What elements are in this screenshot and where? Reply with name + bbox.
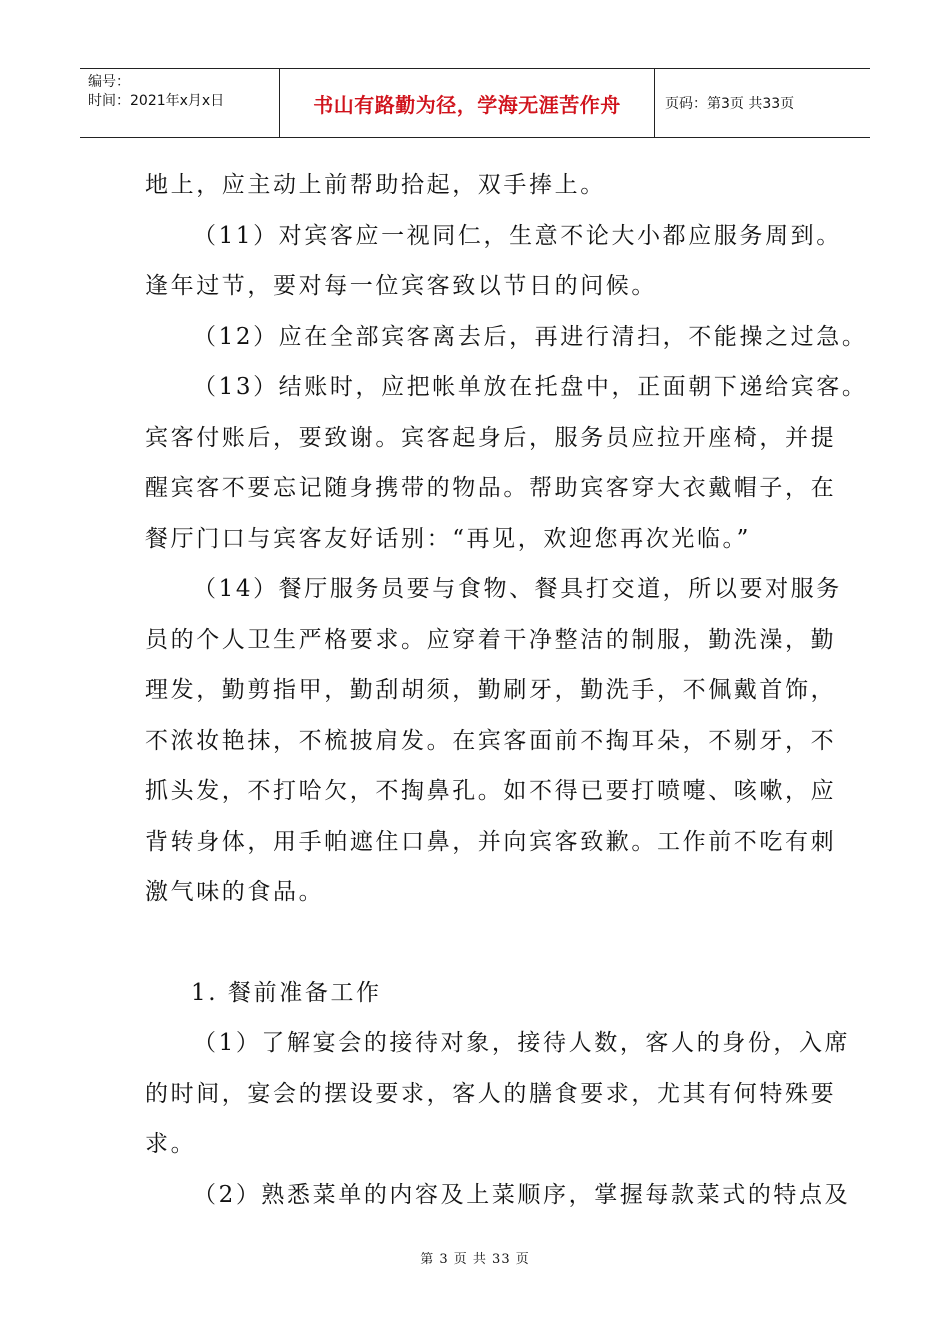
paragraph-gap <box>145 918 810 968</box>
header-motto: 书山有路勤为径，学海无涯苦作舟 <box>280 69 655 137</box>
paragraph-line: 地上，应主动上前帮助拾起，双手捧上。 <box>145 172 606 198</box>
header-info-cell <box>80 69 280 137</box>
paragraph-line: 抓头发，不打哈欠，不掏鼻孔。如不得已要打喷嚏、咳嗽，应 <box>145 778 837 804</box>
paragraph-line: （1）了解宴会的接待对象，接待人数，客人的身份，入席 <box>193 1030 851 1056</box>
paragraph-line: 求。 <box>145 1131 197 1157</box>
document-number-label: 编号： <box>88 74 130 90</box>
paragraph-line: 背转身体，用手帕遮住口鼻，并向宾客致歉。工作前不吃有刺 <box>145 828 837 855</box>
paragraph-line: 的时间，宴会的摆设要求，客人的膳食要求，尤其有何特殊要 <box>145 1080 837 1107</box>
paragraph-line: 餐厅门口与宾客友好话别：“再见，欢迎您再次光临。” <box>145 525 752 552</box>
paragraph-line: （12）应在全部宾客离去后，再进行清扫，不能操之过急。 <box>193 323 868 350</box>
section-heading: 1. 餐前准备工作 <box>191 979 382 1006</box>
paragraph-line: （14）餐厅服务员要与食物、餐具打交道，所以要对服务 <box>193 576 842 602</box>
page-header <box>80 68 870 138</box>
paragraph-line: （11）对宾客应一视同仁，生意不论大小都应服务周到。 <box>193 222 842 249</box>
paragraph-line: 宾客付账后，要致谢。宾客起身后，服务员应拉开座椅，并提 <box>145 424 837 451</box>
paragraph-line: （2）熟悉菜单的内容及上菜顺序，掌握每款菜式的特点及 <box>193 1181 851 1208</box>
header-page-code: 页码：第3页 共33页 <box>665 96 795 112</box>
paragraph-line: 员的个人卫生严格要求。应穿着干净整洁的制服，勤洗澡，勤 <box>145 626 837 653</box>
paragraph-line: 激气味的食品。 <box>145 879 325 905</box>
paragraph-line: 不浓妆艳抹，不梳披肩发。在宾客面前不掏耳朵，不剔牙，不 <box>145 727 837 754</box>
paragraph-line: 理发，勤剪指甲，勤刮胡须，勤刷牙，勤洗手，不佩戴首饰， <box>145 677 837 703</box>
paragraph-line: （13）结账时，应把帐单放在托盘中，正面朝下递给宾客。 <box>193 374 868 400</box>
document-body <box>145 160 868 1220</box>
paragraph-line: 逢年过节，要对每一位宾客致以节日的问候。 <box>145 273 657 299</box>
paragraph-line: 醒宾客不要忘记随身携带的物品。帮助宾客穿大衣戴帽子，在 <box>145 475 837 501</box>
page-footer: 第 3 页 共 33 页 <box>420 1252 530 1267</box>
document-date-label: 时间：2021年x月x日 <box>88 93 225 109</box>
